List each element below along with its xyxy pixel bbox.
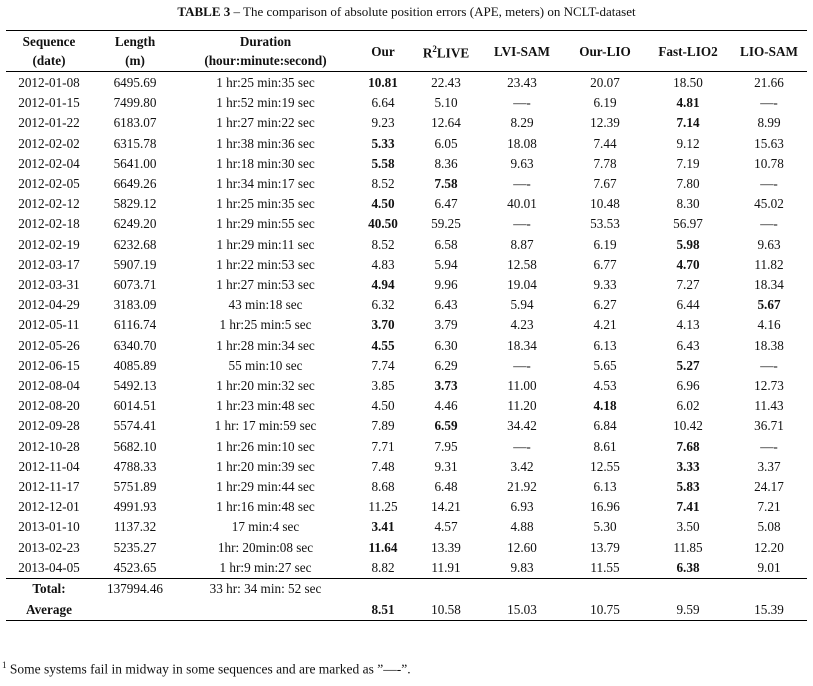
value-cell: 23.43 bbox=[507, 75, 537, 90]
sequence-cell: 2012-03-17 bbox=[18, 256, 80, 272]
sequence-cell: 2012-12-01 bbox=[18, 499, 80, 515]
table-row bbox=[6, 558, 807, 579]
value-cell: 3.70 bbox=[371, 317, 395, 333]
value-cell: 8.82 bbox=[371, 559, 395, 575]
table-row bbox=[6, 154, 807, 174]
value-cell: 4.21 bbox=[593, 317, 617, 333]
value-cell: 6.43 bbox=[676, 337, 700, 353]
sequence-cell: 2012-06-15 bbox=[18, 357, 80, 373]
value-cell: 13.79 bbox=[590, 539, 620, 555]
sequence-cell: 2013-02-23 bbox=[18, 539, 80, 555]
sequence-cell: 2012-01-15 bbox=[18, 95, 80, 111]
value-cell: 7.58 bbox=[434, 176, 458, 192]
value-cell: 11.64 bbox=[368, 539, 398, 555]
value-cell: 56.97 bbox=[673, 216, 703, 232]
value-cell: 11.85 bbox=[673, 539, 703, 555]
value-cell: 6.32 bbox=[371, 297, 395, 313]
sequence-cell: 2012-02-19 bbox=[18, 236, 80, 252]
average-value-cell: 8.51 bbox=[353, 600, 413, 621]
value-cell: 10.42 bbox=[673, 418, 703, 434]
duration-cell: 43 min:18 sec bbox=[228, 297, 303, 313]
value-cell: 7.48 bbox=[371, 458, 395, 474]
table-row bbox=[6, 376, 807, 396]
value-cell: 3.37 bbox=[757, 458, 781, 474]
sequence-cell: 2012-11-17 bbox=[18, 479, 80, 495]
total-row bbox=[6, 579, 807, 600]
value-cell: —- bbox=[513, 216, 531, 232]
value-cell: 6.47 bbox=[434, 196, 458, 212]
length-cell: 4991.93 bbox=[113, 499, 157, 515]
value-cell: 4.94 bbox=[371, 277, 395, 293]
value-cell: —- bbox=[513, 176, 531, 192]
value-cell: 6.59 bbox=[434, 418, 458, 434]
value-cell: 11.91 bbox=[431, 559, 461, 575]
value-cell: —- bbox=[760, 176, 778, 192]
sequence-cell: 2012-03-31 bbox=[18, 277, 80, 293]
value-cell: 12.58 bbox=[507, 256, 537, 272]
length-cell: 5682.10 bbox=[113, 438, 157, 454]
value-cell: 8.29 bbox=[510, 115, 534, 131]
value-cell: 14.21 bbox=[431, 499, 461, 515]
duration-cell: 1 hr:29 min:44 sec bbox=[216, 479, 315, 495]
table-row bbox=[6, 497, 807, 517]
value-cell: 3.85 bbox=[371, 378, 395, 394]
table-row bbox=[6, 72, 807, 94]
value-cell: 59.25 bbox=[431, 216, 461, 232]
average-value-cell: 15.03 bbox=[479, 600, 565, 621]
value-cell: 7.68 bbox=[676, 438, 700, 454]
value-cell: 7.95 bbox=[434, 438, 458, 454]
value-cell: 5.94 bbox=[434, 256, 458, 272]
table-row bbox=[6, 134, 807, 154]
duration-cell: 17 min:4 sec bbox=[231, 519, 300, 535]
value-cell: 6.13 bbox=[593, 479, 617, 495]
duration-cell: 1 hr:27 min:53 sec bbox=[216, 277, 315, 293]
sequence-cell: 2012-02-05 bbox=[18, 176, 80, 192]
header-lvi-sam: LVI-SAM bbox=[479, 31, 565, 72]
value-cell: 24.17 bbox=[754, 479, 784, 495]
value-cell: 7.27 bbox=[676, 277, 700, 293]
header-lio-sam: LIO-SAM bbox=[731, 31, 807, 72]
value-cell: 8.52 bbox=[371, 176, 395, 192]
length-cell: 1137.32 bbox=[113, 519, 157, 535]
value-cell: 45.02 bbox=[754, 196, 784, 212]
value-cell: 6.05 bbox=[434, 135, 458, 151]
length-cell: 7499.80 bbox=[113, 95, 157, 111]
value-cell: —- bbox=[760, 357, 778, 373]
value-cell: 9.12 bbox=[676, 135, 700, 151]
average-value-cell: 9.59 bbox=[645, 600, 731, 621]
average-label: Average bbox=[6, 600, 92, 621]
value-cell: 7.80 bbox=[676, 176, 700, 192]
value-cell: 5.58 bbox=[371, 155, 395, 171]
value-cell: 18.34 bbox=[507, 337, 537, 353]
ape-comparison-table bbox=[6, 30, 807, 621]
value-cell: 8.87 bbox=[510, 236, 534, 252]
duration-cell: 1 hr:26 min:10 sec bbox=[216, 438, 315, 454]
table-caption-text: – The comparison of absolute position errors (APE, meters) on NCLT-dataset bbox=[230, 4, 636, 19]
value-cell: —- bbox=[760, 95, 778, 111]
duration-cell: 1 hr:29 min:55 sec bbox=[216, 216, 315, 232]
duration-cell: 1 hr:25 min:35 sec bbox=[216, 196, 315, 212]
sequence-cell: 2012-02-04 bbox=[18, 155, 80, 171]
value-cell: 4.16 bbox=[757, 317, 781, 333]
value-cell: 9.96 bbox=[434, 277, 458, 293]
duration-cell: 1hr: 20min:08 sec bbox=[217, 539, 314, 555]
value-cell: 11.20 bbox=[507, 398, 537, 414]
value-cell: 8.30 bbox=[676, 196, 700, 212]
value-cell: 7.44 bbox=[593, 135, 617, 151]
length-cell: 4523.65 bbox=[113, 559, 157, 575]
total-label: Total: bbox=[6, 579, 92, 600]
value-cell: 10.78 bbox=[754, 155, 784, 171]
sequence-cell: 2012-05-26 bbox=[18, 337, 80, 353]
header-sequence: Sequence (date) bbox=[6, 31, 92, 72]
table-caption-label: TABLE 3 bbox=[177, 4, 231, 19]
value-cell: 20.07 bbox=[590, 75, 620, 90]
value-cell: 4.83 bbox=[371, 256, 395, 272]
average-row bbox=[6, 600, 807, 621]
duration-cell: 1 hr: 17 min:59 sec bbox=[214, 418, 317, 434]
value-cell: 5.30 bbox=[593, 519, 617, 535]
value-cell: 11.82 bbox=[754, 256, 784, 272]
value-cell: 21.66 bbox=[754, 75, 784, 90]
value-cell: 8.52 bbox=[371, 236, 395, 252]
value-cell: 12.60 bbox=[507, 539, 537, 555]
header-r2live: $R^2LIVE$ bbox=[413, 31, 479, 72]
length-cell: 5829.12 bbox=[113, 196, 157, 212]
value-cell: 34.42 bbox=[507, 418, 537, 434]
value-cell: 9.01 bbox=[757, 559, 781, 575]
average-value-cell: 10.75 bbox=[565, 600, 645, 621]
table-body bbox=[6, 72, 807, 579]
value-cell: 10.48 bbox=[590, 196, 620, 212]
footnote-text: Some systems fail in midway in some sequences and are marked as ”—-”. bbox=[6, 661, 411, 677]
sequence-cell: 2012-02-18 bbox=[18, 216, 80, 232]
value-cell: 7.71 bbox=[371, 438, 395, 454]
length-cell: 3183.09 bbox=[113, 297, 157, 313]
value-cell: 12.39 bbox=[590, 115, 620, 131]
value-cell: 5.10 bbox=[434, 95, 458, 111]
length-cell: 5641.00 bbox=[113, 155, 157, 171]
value-cell: 53.53 bbox=[590, 216, 620, 232]
value-cell: 15.63 bbox=[754, 135, 784, 151]
duration-cell: 1 hr:29 min:11 sec bbox=[216, 236, 315, 252]
header-fast-lio2: Fast-LIO2 bbox=[645, 31, 731, 72]
duration-cell: 1 hr:18 min:30 sec bbox=[216, 155, 315, 171]
value-cell: 6.13 bbox=[593, 337, 617, 353]
value-cell: 7.74 bbox=[371, 357, 395, 373]
value-cell: 9.31 bbox=[434, 458, 458, 474]
table-row bbox=[6, 396, 807, 416]
table-row bbox=[6, 416, 807, 436]
duration-cell: 1 hr:20 min:39 sec bbox=[216, 458, 315, 474]
length-cell: 4085.89 bbox=[113, 357, 157, 373]
sequence-cell: 2012-09-28 bbox=[18, 418, 80, 434]
value-cell: 7.14 bbox=[676, 115, 700, 131]
value-cell: 3.41 bbox=[371, 519, 395, 535]
sequence-cell: 2012-04-29 bbox=[18, 297, 80, 313]
header-our: Our bbox=[353, 31, 413, 72]
length-cell: 6116.74 bbox=[113, 317, 157, 333]
table-row bbox=[6, 457, 807, 477]
value-cell: 11.55 bbox=[590, 559, 620, 575]
value-cell: 9.63 bbox=[510, 155, 534, 171]
sequence-cell: 2012-10-28 bbox=[18, 438, 80, 454]
value-cell: 4.70 bbox=[676, 256, 700, 272]
total-length: 137994.46 bbox=[92, 579, 178, 600]
length-cell: 6183.07 bbox=[113, 115, 157, 131]
table-row bbox=[6, 113, 807, 133]
value-cell: 22.43 bbox=[431, 75, 461, 90]
value-cell: 5.94 bbox=[510, 297, 534, 313]
value-cell: 4.18 bbox=[593, 398, 617, 414]
value-cell: 11.25 bbox=[368, 499, 398, 515]
value-cell: 7.89 bbox=[371, 418, 395, 434]
sequence-cell: 2012-11-04 bbox=[18, 458, 80, 474]
value-cell: 4.88 bbox=[510, 519, 534, 535]
average-value-cell: 10.58 bbox=[413, 600, 479, 621]
value-cell: 6.30 bbox=[434, 337, 458, 353]
length-cell: 5907.19 bbox=[113, 256, 157, 272]
value-cell: 6.77 bbox=[593, 256, 617, 272]
value-cell: 4.13 bbox=[676, 317, 700, 333]
value-cell: 13.39 bbox=[431, 539, 461, 555]
length-cell: 5574.41 bbox=[113, 418, 157, 434]
value-cell: 8.36 bbox=[434, 155, 458, 171]
length-cell: 5751.89 bbox=[113, 479, 157, 495]
value-cell: 6.48 bbox=[434, 479, 458, 495]
footnote-marker: 1 bbox=[2, 660, 7, 670]
value-cell: 18.34 bbox=[754, 277, 784, 293]
value-cell: 18.38 bbox=[754, 337, 784, 353]
value-cell: 5.67 bbox=[757, 297, 781, 313]
value-cell: 7.41 bbox=[676, 499, 700, 515]
sequence-cell: 2013-04-05 bbox=[18, 559, 80, 575]
value-cell: 12.55 bbox=[590, 458, 620, 474]
duration-cell: 1 hr:9 min:27 sec bbox=[219, 559, 312, 575]
value-cell: 36.71 bbox=[754, 418, 784, 434]
value-cell: 6.58 bbox=[434, 236, 458, 252]
table-row bbox=[6, 517, 807, 537]
value-cell: 9.33 bbox=[593, 277, 617, 293]
value-cell: 4.23 bbox=[510, 317, 534, 333]
value-cell: —- bbox=[513, 95, 531, 111]
value-cell: 8.68 bbox=[371, 479, 395, 495]
header-duration: Duration (hour:minute:second) bbox=[178, 31, 353, 72]
table-row bbox=[6, 336, 807, 356]
sequence-cell: 2013-01-10 bbox=[18, 519, 80, 535]
duration-cell: 1 hr:25 min:35 sec bbox=[216, 75, 315, 90]
sequence-cell: 2012-01-08 bbox=[18, 75, 80, 90]
value-cell: 3.73 bbox=[434, 378, 458, 394]
table-row bbox=[6, 235, 807, 255]
value-cell: 4.53 bbox=[593, 378, 617, 394]
value-cell: 3.33 bbox=[676, 458, 700, 474]
length-cell: 6340.70 bbox=[113, 337, 157, 353]
value-cell: 11.43 bbox=[754, 398, 784, 414]
value-cell: 5.08 bbox=[757, 519, 781, 535]
value-cell: 6.29 bbox=[434, 357, 458, 373]
sequence-cell: 2012-01-22 bbox=[18, 115, 80, 131]
value-cell: —- bbox=[513, 357, 531, 373]
length-cell: 6315.78 bbox=[113, 135, 157, 151]
table-row bbox=[6, 194, 807, 214]
length-cell: 4788.33 bbox=[113, 458, 157, 474]
value-cell: 40.50 bbox=[368, 216, 398, 232]
table-row bbox=[6, 174, 807, 194]
value-cell: 40.01 bbox=[507, 196, 537, 212]
header-our-lio: Our-LIO bbox=[565, 31, 645, 72]
value-cell: 12.73 bbox=[754, 378, 784, 394]
duration-cell: 55 min:10 sec bbox=[228, 357, 303, 373]
duration-cell: 1 hr:52 min:19 sec bbox=[216, 95, 315, 111]
total-duration: 33 hr: 34 min: 52 sec bbox=[178, 579, 353, 600]
table-row bbox=[6, 295, 807, 315]
sequence-cell: 2012-05-11 bbox=[18, 317, 80, 333]
table-row bbox=[6, 477, 807, 497]
value-cell: 9.63 bbox=[757, 236, 781, 252]
value-cell: 4.46 bbox=[434, 398, 458, 414]
value-cell: 7.78 bbox=[593, 155, 617, 171]
value-cell: 4.55 bbox=[371, 337, 395, 353]
table-footnote bbox=[2, 660, 411, 678]
value-cell: 7.67 bbox=[593, 176, 617, 192]
duration-cell: 1 hr:38 min:36 sec bbox=[216, 135, 315, 151]
length-cell: 5492.13 bbox=[113, 378, 157, 394]
value-cell: 4.57 bbox=[434, 519, 458, 535]
value-cell: —- bbox=[760, 216, 778, 232]
value-cell: 5.83 bbox=[676, 479, 700, 495]
value-cell: 6.27 bbox=[593, 297, 617, 313]
sequence-cell: 2012-08-04 bbox=[18, 378, 80, 394]
value-cell: 9.83 bbox=[510, 559, 534, 575]
value-cell: 11.00 bbox=[507, 378, 537, 394]
value-cell: —- bbox=[760, 438, 778, 454]
table-row bbox=[6, 275, 807, 295]
duration-cell: 1 hr:34 min:17 sec bbox=[216, 176, 315, 192]
average-value-cell: 15.39 bbox=[731, 600, 807, 621]
value-cell: 12.20 bbox=[754, 539, 784, 555]
duration-cell: 1 hr:25 min:5 sec bbox=[219, 317, 312, 333]
length-cell: 6232.68 bbox=[113, 236, 157, 252]
value-cell: 6.93 bbox=[510, 499, 534, 515]
value-cell: 10.81 bbox=[368, 75, 398, 90]
length-cell: 6649.26 bbox=[113, 176, 157, 192]
value-cell: 5.65 bbox=[593, 357, 617, 373]
value-cell: 8.99 bbox=[757, 115, 781, 131]
value-cell: 18.50 bbox=[673, 75, 703, 90]
length-cell: 6249.20 bbox=[113, 216, 157, 232]
value-cell: —- bbox=[513, 438, 531, 454]
table-row bbox=[6, 93, 807, 113]
table-row bbox=[6, 356, 807, 376]
value-cell: 6.84 bbox=[593, 418, 617, 434]
value-cell: 6.19 bbox=[593, 236, 617, 252]
value-cell: 4.50 bbox=[371, 196, 395, 212]
value-cell: 6.38 bbox=[676, 559, 700, 575]
value-cell: 6.96 bbox=[676, 378, 700, 394]
duration-cell: 1 hr:27 min:22 sec bbox=[216, 115, 315, 131]
length-cell: 6495.69 bbox=[113, 75, 157, 90]
header-length: Length (m) bbox=[92, 31, 178, 72]
value-cell: 3.42 bbox=[510, 458, 534, 474]
value-cell: 21.92 bbox=[507, 479, 537, 495]
value-cell: 7.21 bbox=[757, 499, 781, 515]
value-cell: 7.19 bbox=[676, 155, 700, 171]
value-cell: 6.02 bbox=[676, 398, 700, 414]
value-cell: 6.64 bbox=[371, 95, 395, 111]
value-cell: 16.96 bbox=[590, 499, 620, 515]
duration-cell: 1 hr:22 min:53 sec bbox=[216, 256, 315, 272]
value-cell: 12.64 bbox=[431, 115, 461, 131]
table-row bbox=[6, 315, 807, 335]
value-cell: 4.81 bbox=[676, 95, 700, 111]
value-cell: 3.79 bbox=[434, 317, 458, 333]
table-row bbox=[6, 437, 807, 457]
duration-cell: 1 hr:28 min:34 sec bbox=[216, 337, 315, 353]
sequence-cell: 2012-02-02 bbox=[18, 135, 80, 151]
value-cell: 6.43 bbox=[434, 297, 458, 313]
table-caption bbox=[0, 4, 813, 20]
sequence-cell: 2012-08-20 bbox=[18, 398, 80, 414]
value-cell: 18.08 bbox=[507, 135, 537, 151]
value-cell: 6.44 bbox=[676, 297, 700, 313]
value-cell: 5.33 bbox=[371, 135, 395, 151]
value-cell: 5.27 bbox=[676, 357, 700, 373]
value-cell: 6.19 bbox=[593, 95, 617, 111]
value-cell: 3.50 bbox=[676, 519, 700, 535]
table-row bbox=[6, 214, 807, 234]
duration-cell: 1 hr:16 min:48 sec bbox=[216, 499, 315, 515]
length-cell: 6073.71 bbox=[113, 277, 157, 293]
value-cell: 9.23 bbox=[371, 115, 395, 131]
duration-cell: 1 hr:20 min:32 sec bbox=[216, 378, 315, 394]
duration-cell: 1 hr:23 min:48 sec bbox=[216, 398, 315, 414]
length-cell: 6014.51 bbox=[113, 398, 157, 414]
header-row bbox=[6, 31, 807, 72]
value-cell: 19.04 bbox=[507, 277, 537, 293]
sequence-cell: 2012-02-12 bbox=[18, 196, 80, 212]
length-cell: 5235.27 bbox=[113, 539, 157, 555]
value-cell: 8.61 bbox=[593, 438, 617, 454]
table-row bbox=[6, 255, 807, 275]
value-cell: 4.50 bbox=[371, 398, 395, 414]
table-row bbox=[6, 538, 807, 558]
value-cell: 5.98 bbox=[676, 236, 700, 252]
